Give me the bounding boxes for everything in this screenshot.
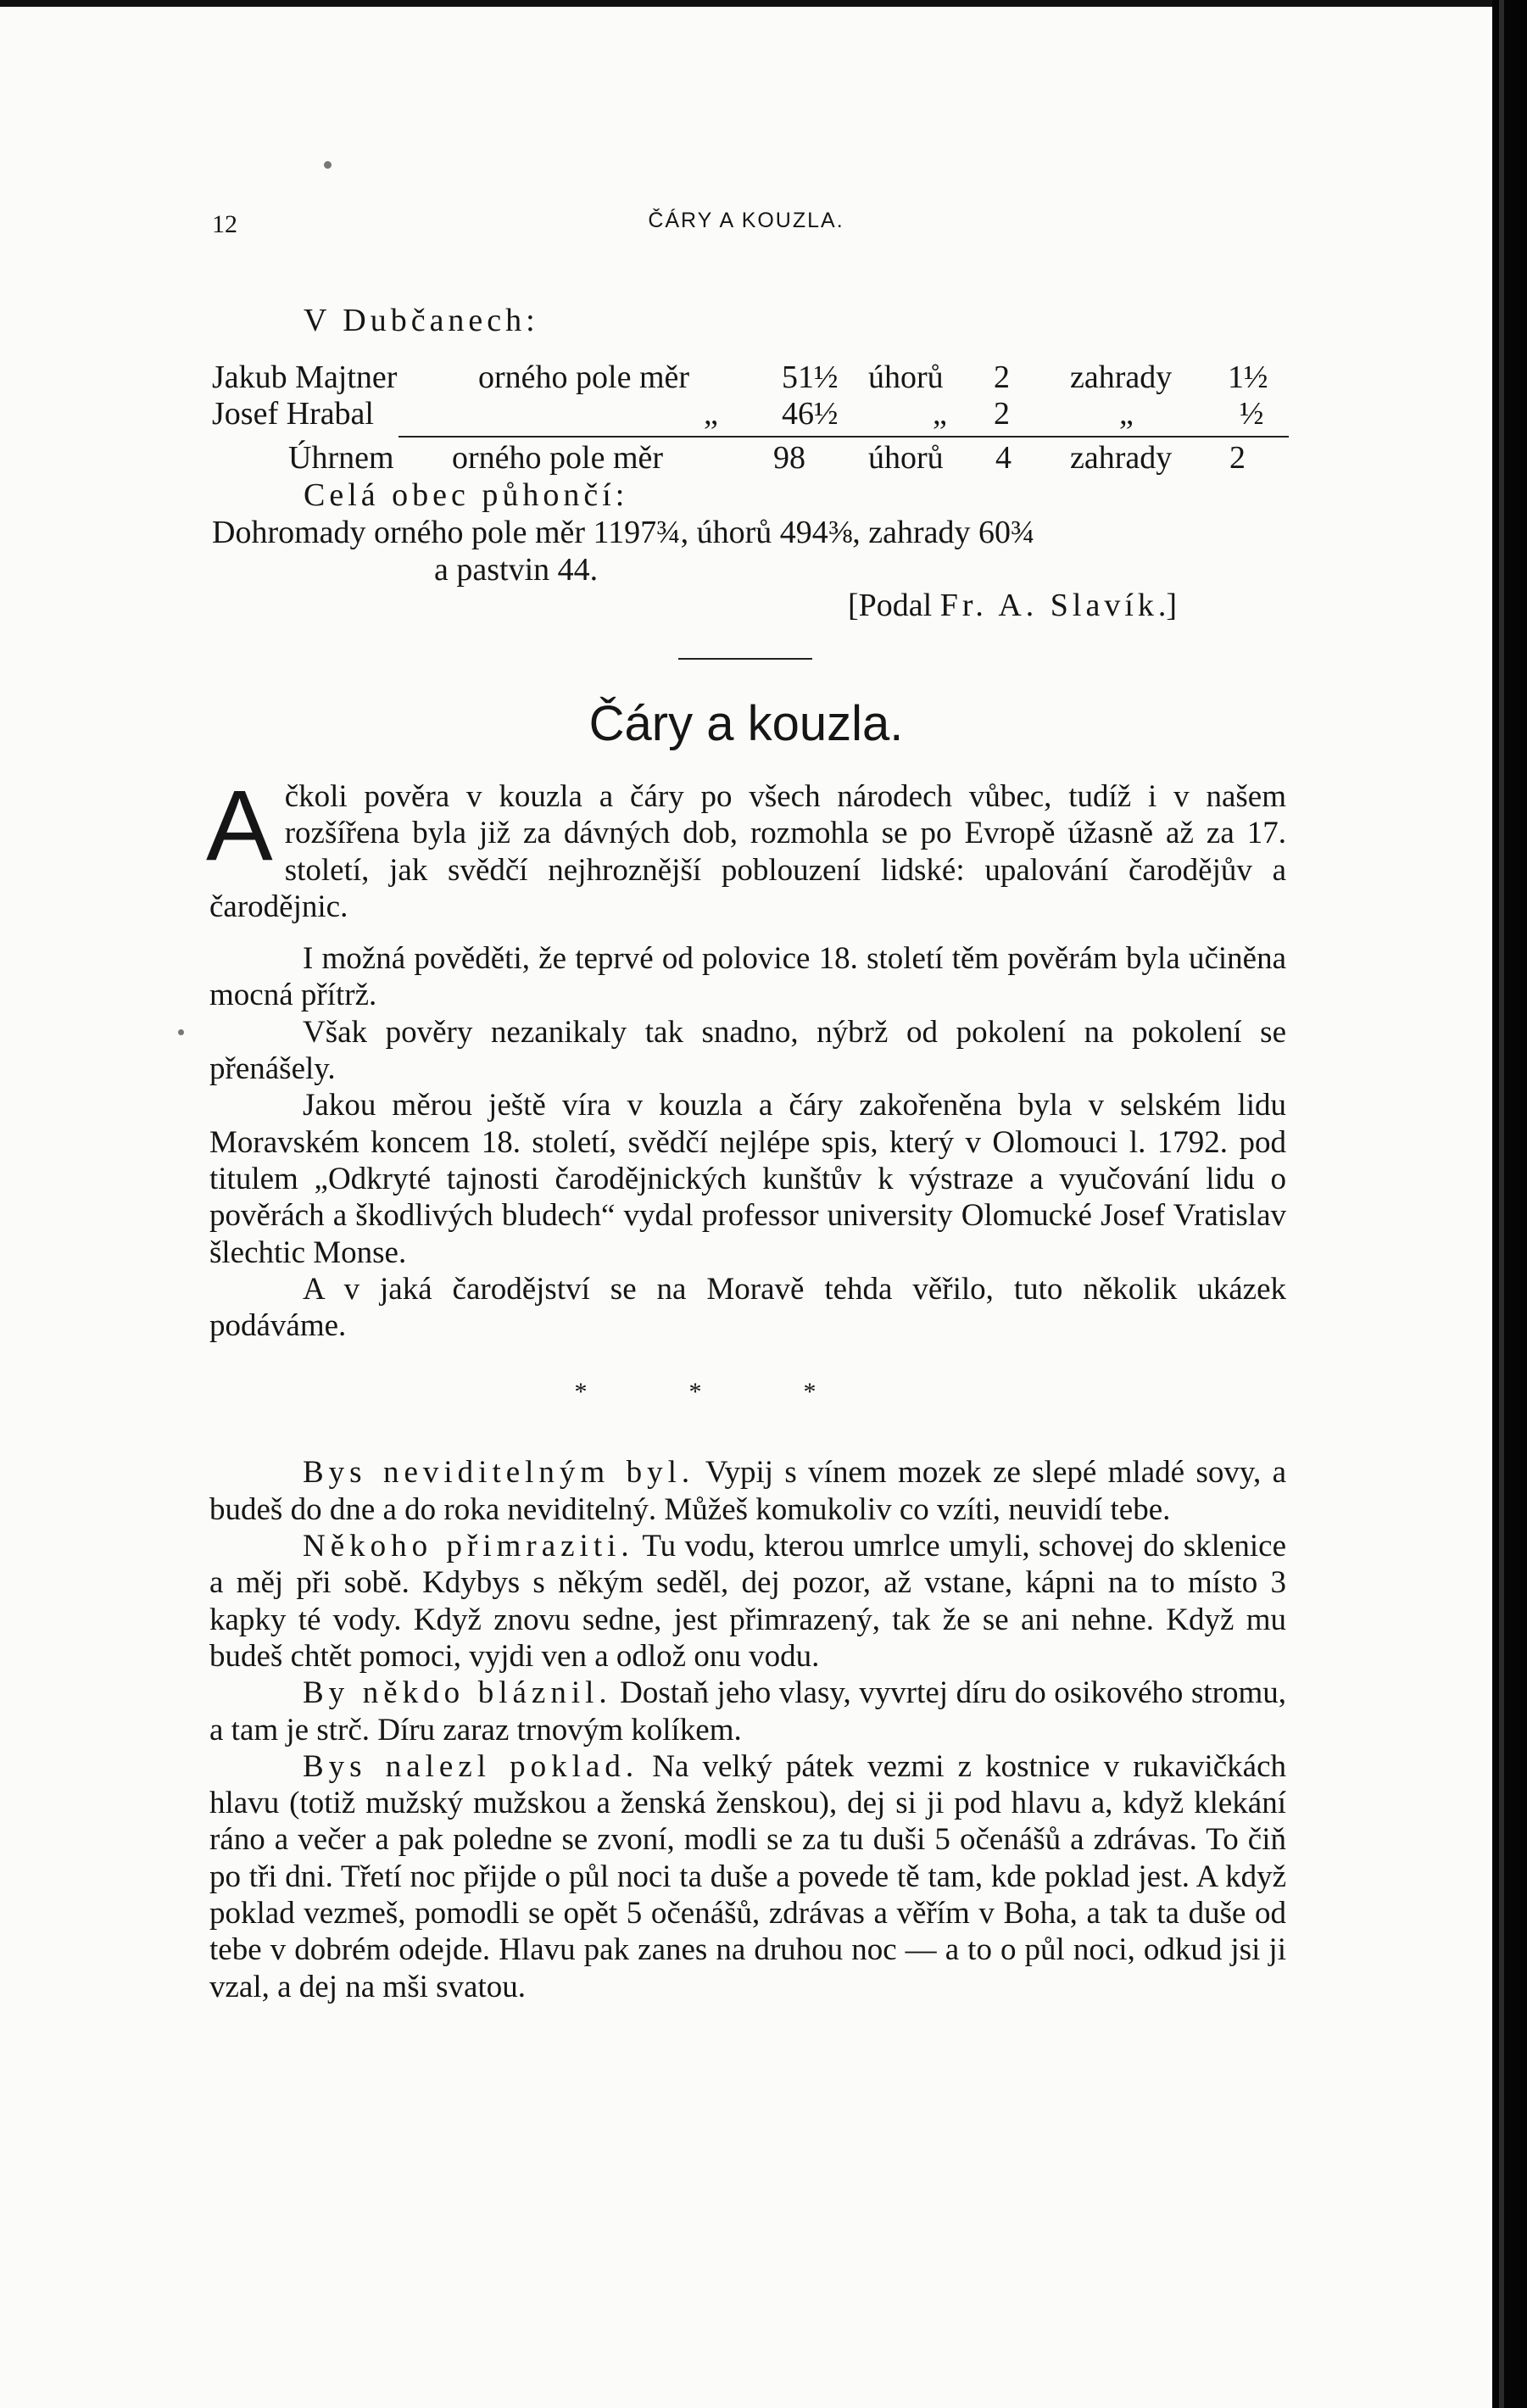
pasture-line: a pastvin 44. — [434, 552, 599, 588]
running-head: ČÁRY A KOUZLA. — [648, 209, 844, 232]
land-label: orného pole měr — [452, 440, 664, 476]
land-value: 51½ — [782, 360, 839, 395]
garden-label: zahrady — [1070, 360, 1173, 395]
paragraph — [206, 770, 1286, 925]
print-speck — [324, 161, 332, 169]
page-edge-line — [1499, 0, 1504, 2408]
spell-title: Bys nalezl poklad. — [303, 1748, 639, 1784]
paragraph: Však pověry nezanikaly tak snadno, nýbrž od pokolení na pokolení se přenášely. — [209, 1014, 1286, 1087]
ditto-mark: „ — [1119, 396, 1134, 432]
paragraph-text: čkoli pověra v kouzla a čáry po všech národech vůbec, tudíž i v našem rozšířena byla již za dávných dob, rozmohla se po Evropě úžasně až za 17. století, jak svědčí nejhroznější poblouzení lidské: upalování čarodějův a čarodějnic. — [209, 779, 1286, 924]
spell-text: Na velký pátek vezmi z kostnice v rukavičkách hlavu (totiž mužský mužskou a ženská ženskou), dej si ji pod hlavu a, když klekání ráno a večer a pak poledne se zvoní, modli se za tu duši 5 očenášů a zdrávas. To čiň po tři dni. Třetí noc přijde o půl noci ta duše a povede tě tam, kde poklad jest. A když poklad vezmeš, pomodli se opět 5 očenášů, zdrávas a věřím v Boha, a tak ta duše od tebe v dobrém odejde. Hlavu pak zanes na druhou noc — a to o půl noci, odkud jsi ji vzal, a dej na mši svatou. — [209, 1748, 1286, 2004]
garden-value: 2 — [1229, 440, 1246, 476]
land-value: 46½ — [782, 396, 839, 432]
credit-suffix: .] — [1157, 588, 1178, 623]
spell-title: By někdo bláznil. — [303, 1675, 612, 1711]
owner-name: Jakub Majtner — [212, 360, 398, 395]
fallow-value: 2 — [994, 396, 1010, 432]
fallow-label: úhorů — [868, 440, 944, 476]
spell-text: Tu vodu, kterou umrlce umyli, schovej do sklenice a měj při sobě. Kdybys s někým seděl, dej pozor, až vstane, kápni na to místo 3 kapky té vody. Když znovu sedne, jest přimrazený, tak že se ani nehne. Když mu budeš chtět pomoci, vyjdi ven a odlož onu vodu. — [209, 1529, 1286, 1674]
spell-text: Dostaň jeho vlasy, vyvrtej díru do osikového stromu, a tam je strč. Díru zaraz trnovým kolíkem. — [209, 1675, 1286, 1747]
ditto-mark: „ — [933, 396, 947, 432]
paragraph: I možná pověděti, že teprvé od polovice 18. století těm pověrám byla učiněna mocná přítrž. — [209, 941, 1286, 1013]
paragraph: Jakou měrou ještě víra v kouzla a čáry zakořeněna byla v selském lidu Moravském koncem 18. století, svědčí nejlépe spis, který v Olomouci l. 1792. pod titulem „Odkryté tajnosti čarodějnických kunštův k výstraze a vyučování lidu o pověrách a škodlivých bludech“ vydal professor university Olomucké Josef Vratislav šlechtic Monse. — [209, 1088, 1286, 1270]
land-value: 98 — [773, 440, 805, 476]
fallow-label: úhorů — [868, 360, 944, 395]
fallow-value: 4 — [995, 440, 1011, 476]
spell-entry — [209, 1454, 1286, 1528]
section-title: Čáry a kouzla. — [588, 696, 904, 751]
section-divider — [678, 658, 812, 660]
section-stars: *** — [574, 1378, 918, 1406]
garden-value: ½ — [1240, 396, 1264, 432]
print-speck — [178, 1029, 184, 1035]
spell-title: Někoho přimraziti. — [303, 1529, 634, 1564]
village-total-line: Dohromady orného pole měr 1197¾, úhorů 494⅜, zahrady 60¾ — [212, 515, 1035, 550]
table-heading: V Dubčanech: — [304, 303, 539, 338]
ditto-mark: „ — [704, 396, 718, 432]
total-label: Úhrnem — [288, 440, 394, 476]
garden-label: zahrady — [1070, 440, 1173, 476]
page-top-edge — [0, 0, 1492, 7]
spell-entry — [209, 1528, 1286, 1675]
sum-rule — [398, 436, 1289, 438]
fallow-value: 2 — [994, 360, 1010, 395]
credit-prefix: [Podal — [848, 588, 940, 623]
village-heading: Celá obec půhončí: — [304, 477, 629, 513]
spell-text: Vypij s vínem mozek ze slepé mladé sovy, a budeš do dne a do roka neviditelný. Můžeš komukoliv co vzíti, neuvidí tebe. — [209, 1455, 1286, 1527]
spell-title: Bys neviditelným byl. — [303, 1455, 695, 1491]
land-label: orného pole měr — [478, 360, 690, 395]
scan-border — [1492, 0, 1527, 2408]
spell-entry — [209, 1675, 1286, 1748]
page-number: 12 — [212, 210, 237, 238]
owner-name: Josef Hrabal — [212, 396, 374, 432]
credit-line — [848, 587, 1177, 624]
spell-entry — [209, 1748, 1286, 2005]
credit-name: Fr. A. Slavík — [939, 588, 1158, 623]
paragraph: A v jaká čarodějství se na Moravě tehda věřilo, tuto několik ukázek podáváme. — [209, 1271, 1286, 1344]
drop-cap: A — [206, 770, 273, 882]
garden-value: 1½ — [1228, 360, 1268, 395]
